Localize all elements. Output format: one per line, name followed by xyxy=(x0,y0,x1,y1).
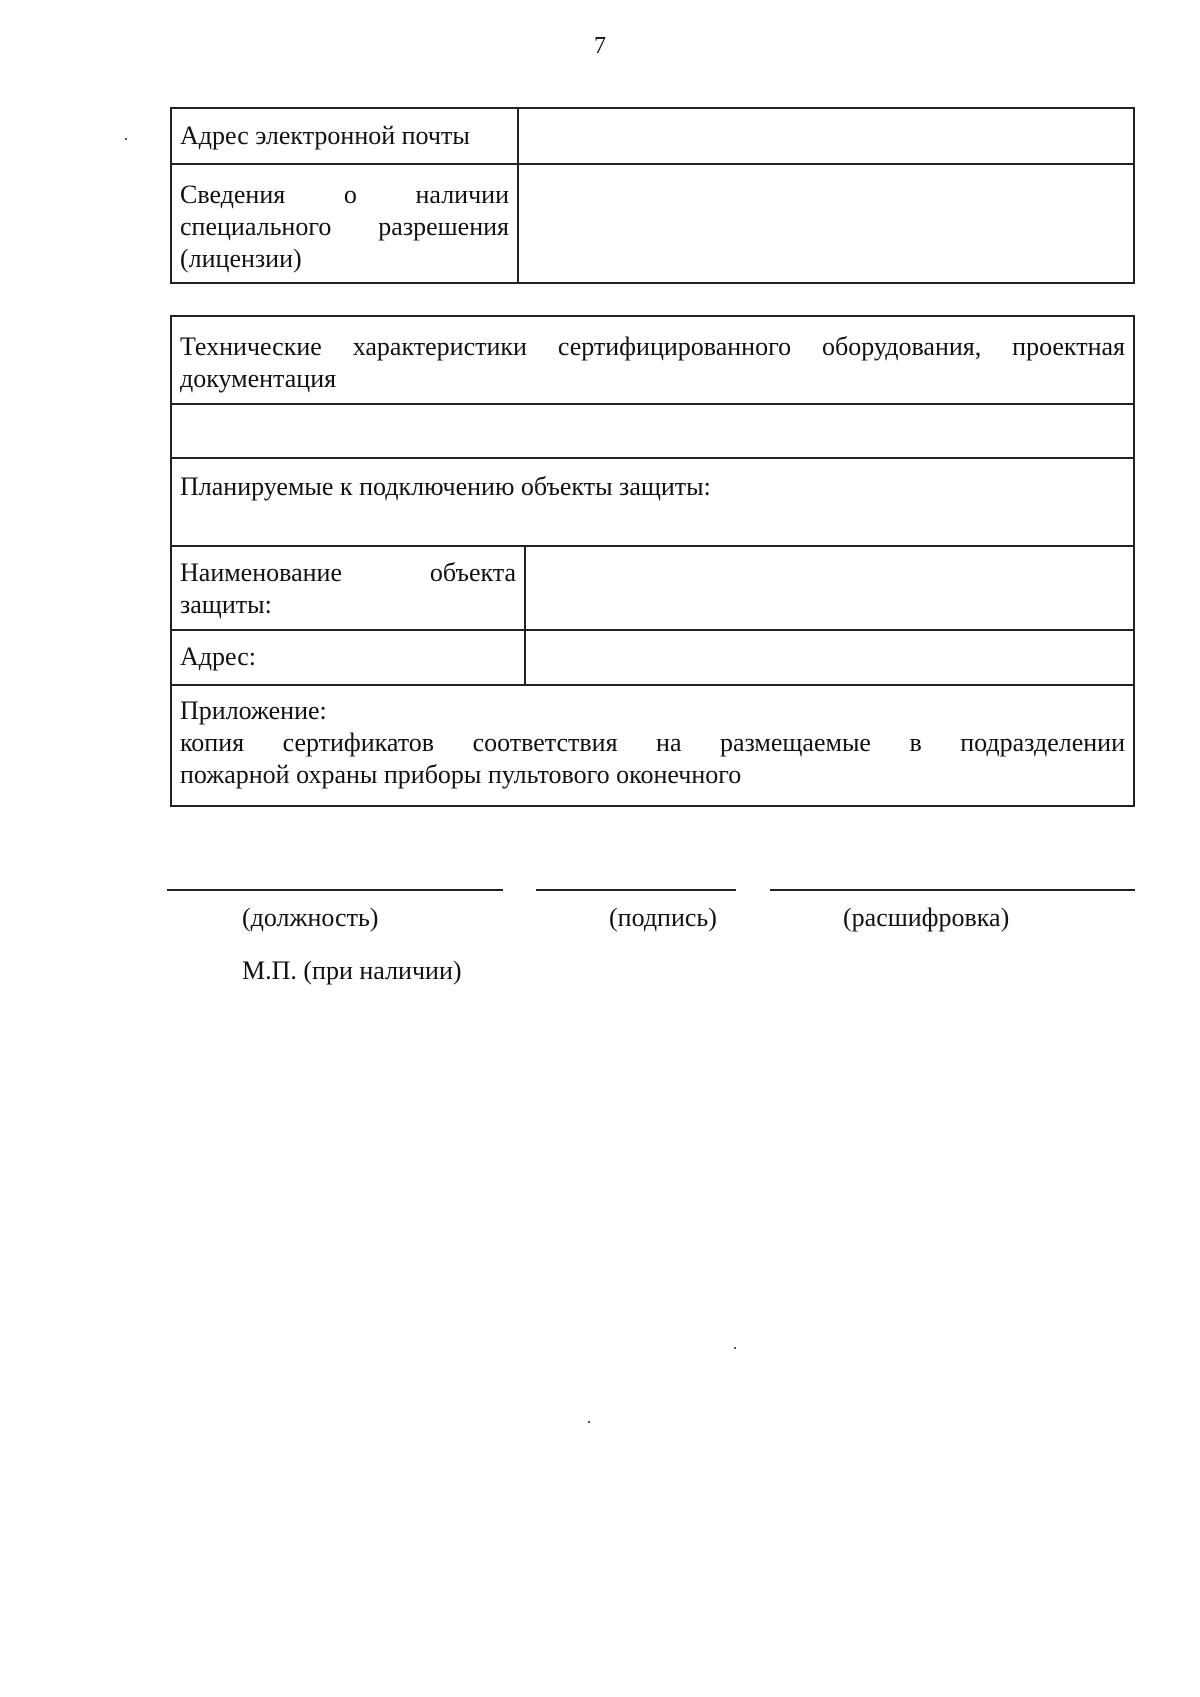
tech-specs-title xyxy=(172,331,1133,395)
license-label-line-2: специального разрешения xyxy=(180,212,509,241)
attachment-text-line-1: копия сертификатов соответствия на размещаемые в подразделении xyxy=(180,728,1125,757)
license-label-line-1: Сведения о наличии xyxy=(180,180,509,209)
position-label: (должность) xyxy=(242,903,379,932)
attachment-text-line-2: пожарной охраны приборы пультового оконечного xyxy=(180,760,742,789)
page-number: 7 xyxy=(594,33,606,59)
scan-speck xyxy=(588,1421,590,1423)
tech-specs-title-line-1: Технические характеристики сертифицированного оборудования, проектная xyxy=(180,332,1125,361)
planned-objects-title: Планируемые к подключению объекты защиты: xyxy=(180,472,711,501)
object-name-label-line-1: Наименование объекта xyxy=(180,558,516,587)
signature-label: (подпись) xyxy=(609,903,717,932)
email-value[interactable] xyxy=(519,109,1133,163)
tech-specs-value[interactable] xyxy=(172,405,1133,457)
scan-speck xyxy=(734,1347,736,1349)
decoding-label: (расшифровка) xyxy=(843,903,1010,932)
scan-speck xyxy=(125,138,127,140)
address-value[interactable] xyxy=(526,631,1133,684)
attachment-block xyxy=(172,695,1133,791)
contact-table xyxy=(170,107,1135,284)
license-label xyxy=(172,179,517,275)
stamp-label: М.П. (при наличии) xyxy=(242,956,462,985)
address-label: Адрес: xyxy=(180,642,256,671)
object-name-value[interactable] xyxy=(526,547,1133,629)
attachment-title: Приложение: xyxy=(180,696,327,725)
license-label-line-3: (лицензии) xyxy=(180,244,302,273)
object-name-label xyxy=(172,557,524,621)
email-label: Адрес электронной почты xyxy=(180,121,470,150)
license-value[interactable] xyxy=(519,165,1133,282)
position-line[interactable] xyxy=(167,889,503,891)
object-name-label-line-2: защиты: xyxy=(180,590,272,619)
decoding-line[interactable] xyxy=(770,889,1135,891)
signature-line[interactable] xyxy=(536,889,736,891)
equipment-table xyxy=(170,315,1135,807)
tech-specs-title-line-2: документация xyxy=(180,364,337,393)
